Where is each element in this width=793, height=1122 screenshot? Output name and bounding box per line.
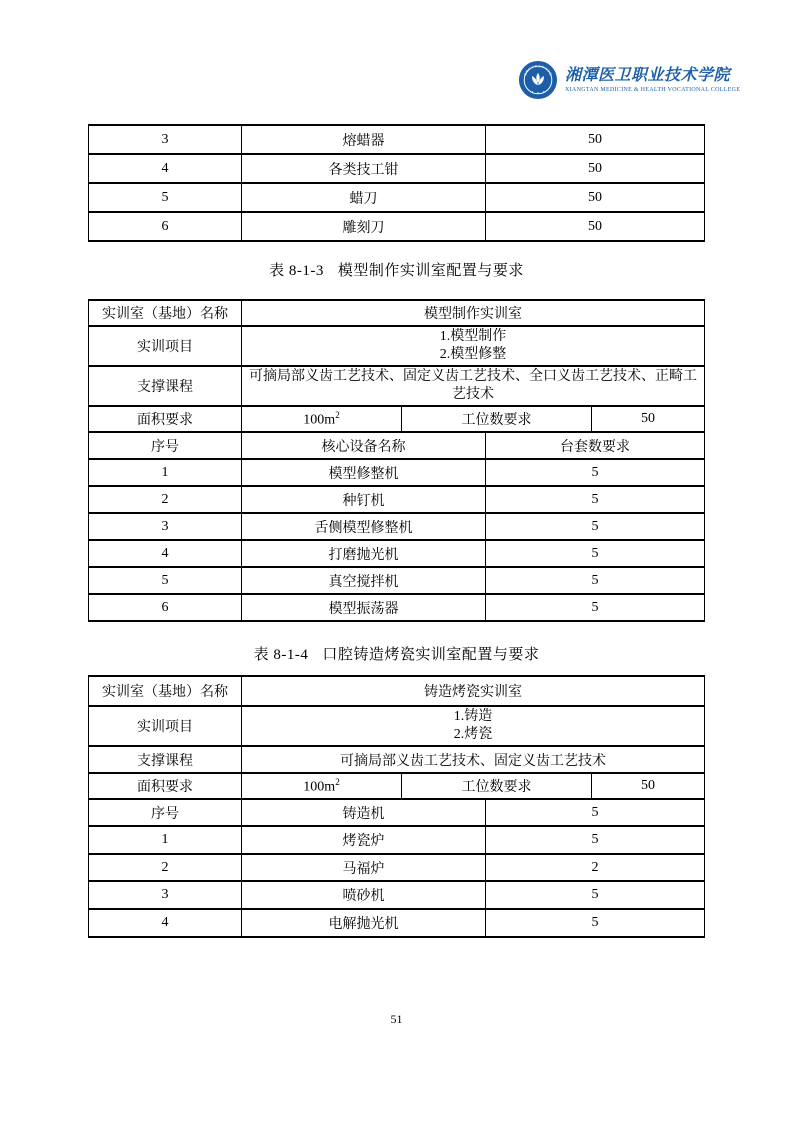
project-row bbox=[89, 706, 705, 746]
device-name-cell: 电解抛光机 bbox=[242, 909, 486, 937]
quantity-cell: 50 bbox=[486, 212, 705, 241]
table-813-caption bbox=[88, 260, 705, 282]
table-814 bbox=[88, 675, 705, 938]
device-name-cell: 打磨抛光机 bbox=[242, 540, 486, 567]
course-value: 可摘局部义齿工艺技术、固定义齿工艺技术、全口义齿工艺技术、正畸工艺技术 bbox=[242, 366, 705, 406]
row-number-cell: 2 bbox=[89, 486, 242, 513]
device-name-cell: 模型振荡器 bbox=[242, 594, 486, 621]
table-row bbox=[89, 826, 705, 854]
project-line: 1.铸造 bbox=[453, 709, 493, 724]
device-name-cell: 真空搅拌机 bbox=[242, 567, 486, 594]
table-row bbox=[89, 125, 705, 154]
row-number-cell: 6 bbox=[89, 212, 242, 241]
row-number-cell: 3 bbox=[89, 881, 242, 909]
equipment-table-continued bbox=[88, 124, 705, 242]
quantity-cell: 2 bbox=[486, 854, 705, 881]
quantity-cell: 5 bbox=[486, 594, 705, 621]
quantity-cell: 50 bbox=[486, 125, 705, 154]
row-number-cell: 5 bbox=[89, 183, 242, 212]
quantity-cell: 5 bbox=[486, 826, 705, 854]
project-row bbox=[89, 326, 705, 366]
room-name-value: 模型制作实训室 bbox=[242, 300, 705, 326]
quantity-cell: 5 bbox=[486, 799, 705, 826]
college-name-en: XIANGTAN MEDICINE & HEALTH VOCATIONAL COLLEGE bbox=[565, 87, 741, 93]
device-name-cell: 舌侧模型修整机 bbox=[242, 513, 486, 540]
college-emblem-icon bbox=[518, 60, 558, 100]
device-name-cell: 蜡刀 bbox=[242, 183, 486, 212]
project-value bbox=[242, 706, 705, 746]
course-label: 支撑课程 bbox=[89, 746, 242, 773]
row-number-cell: 2 bbox=[89, 854, 242, 881]
station-value: 50 bbox=[592, 406, 705, 432]
table-row bbox=[89, 459, 705, 486]
quantity-cell: 5 bbox=[486, 459, 705, 486]
device-name-cell: 各类技工钳 bbox=[242, 154, 486, 183]
area-value: $100m^2$ bbox=[242, 773, 402, 799]
table-813-caption-number: 表 8-1-3 bbox=[269, 263, 324, 279]
college-name-block bbox=[565, 66, 740, 94]
room-name-value: 铸造烤瓷实训室 bbox=[242, 676, 705, 706]
table-row bbox=[89, 183, 705, 212]
svg-text:湘潭医卫职业技术学院: 湘潭医卫职业技术学院 bbox=[522, 64, 554, 77]
course-label: 支撑课程 bbox=[89, 366, 242, 406]
device-header-row bbox=[89, 432, 705, 459]
device-header-name: 核心设备名称 bbox=[242, 432, 486, 459]
row-number-cell: 3 bbox=[89, 513, 242, 540]
device-header-qty: 台套数要求 bbox=[486, 432, 705, 459]
table-814-caption bbox=[88, 644, 705, 666]
station-value: 50 bbox=[592, 773, 705, 799]
row-number-cell: 6 bbox=[89, 594, 242, 621]
quantity-cell: 5 bbox=[486, 540, 705, 567]
device-name-cell: 模型修整机 bbox=[242, 459, 486, 486]
device-name-cell: 熔蜡器 bbox=[242, 125, 486, 154]
row-number-cell: 4 bbox=[89, 909, 242, 937]
device-name-cell: 种钉机 bbox=[242, 486, 486, 513]
table-814-caption-title: 口腔铸造烤瓷实训室配置与要求 bbox=[322, 647, 540, 663]
table-row bbox=[89, 567, 705, 594]
project-line: 1.模型制作 bbox=[439, 329, 507, 344]
table-row bbox=[89, 799, 705, 826]
area-value: $100m^2$ bbox=[242, 406, 402, 432]
project-value bbox=[242, 326, 705, 366]
room-name-label: 实训室（基地）名称 bbox=[89, 300, 242, 326]
table-row bbox=[89, 594, 705, 621]
device-header-no: 序号 bbox=[89, 432, 242, 459]
station-label: 工位数要求 bbox=[402, 773, 592, 799]
area-row bbox=[89, 773, 705, 799]
table-row bbox=[89, 854, 705, 881]
room-name-row bbox=[89, 676, 705, 706]
area-label: 面积要求 bbox=[89, 773, 242, 799]
table-row bbox=[89, 540, 705, 567]
room-name-row bbox=[89, 300, 705, 326]
table-row bbox=[89, 486, 705, 513]
row-number-cell: 1 bbox=[89, 459, 242, 486]
device-name-cell: 烤瓷炉 bbox=[242, 826, 486, 854]
table-row bbox=[89, 212, 705, 241]
device-name-cell: 铸造机 bbox=[242, 799, 486, 826]
course-row bbox=[89, 366, 705, 406]
quantity-cell: 5 bbox=[486, 513, 705, 540]
device-name-cell: 雕刻刀 bbox=[242, 212, 486, 241]
page-number: 51 bbox=[390, 1012, 403, 1026]
row-number-cell: 4 bbox=[89, 154, 242, 183]
project-label: 实训项目 bbox=[89, 706, 242, 746]
station-label: 工位数要求 bbox=[402, 406, 592, 432]
table-row bbox=[89, 909, 705, 937]
college-logo bbox=[518, 60, 740, 100]
quantity-cell: 5 bbox=[486, 486, 705, 513]
table-row bbox=[89, 154, 705, 183]
project-label: 实训项目 bbox=[89, 326, 242, 366]
device-name-cell: 喷砂机 bbox=[242, 881, 486, 909]
row-number-cell: 5 bbox=[89, 567, 242, 594]
project-line: 2.模型修整 bbox=[439, 347, 507, 362]
project-line: 2.烤瓷 bbox=[453, 727, 493, 742]
quantity-cell: 50 bbox=[486, 154, 705, 183]
table-813 bbox=[88, 299, 705, 622]
table-814-caption-number: 表 8-1-4 bbox=[253, 647, 309, 663]
row-number-cell: 1 bbox=[89, 826, 242, 854]
room-name-label: 实训室（基地）名称 bbox=[89, 676, 242, 706]
row-number-cell: 序号 bbox=[89, 799, 242, 826]
row-number-cell: 4 bbox=[89, 540, 242, 567]
quantity-cell: 5 bbox=[486, 909, 705, 937]
table-row bbox=[89, 513, 705, 540]
quantity-cell: 5 bbox=[486, 567, 705, 594]
college-name-zh: 湘潭医卫职业技术学院 bbox=[565, 67, 731, 84]
area-label: 面积要求 bbox=[89, 406, 242, 432]
table-813-caption-title: 模型制作实训室配置与要求 bbox=[337, 263, 524, 279]
row-number-cell: 3 bbox=[89, 125, 242, 154]
table-row bbox=[89, 881, 705, 909]
course-row bbox=[89, 746, 705, 773]
course-value: 可摘局部义齿工艺技术、固定义齿工艺技术 bbox=[242, 746, 705, 773]
quantity-cell: 50 bbox=[486, 183, 705, 212]
area-row bbox=[89, 406, 705, 432]
device-name-cell: 马福炉 bbox=[242, 854, 486, 881]
quantity-cell: 5 bbox=[486, 881, 705, 909]
